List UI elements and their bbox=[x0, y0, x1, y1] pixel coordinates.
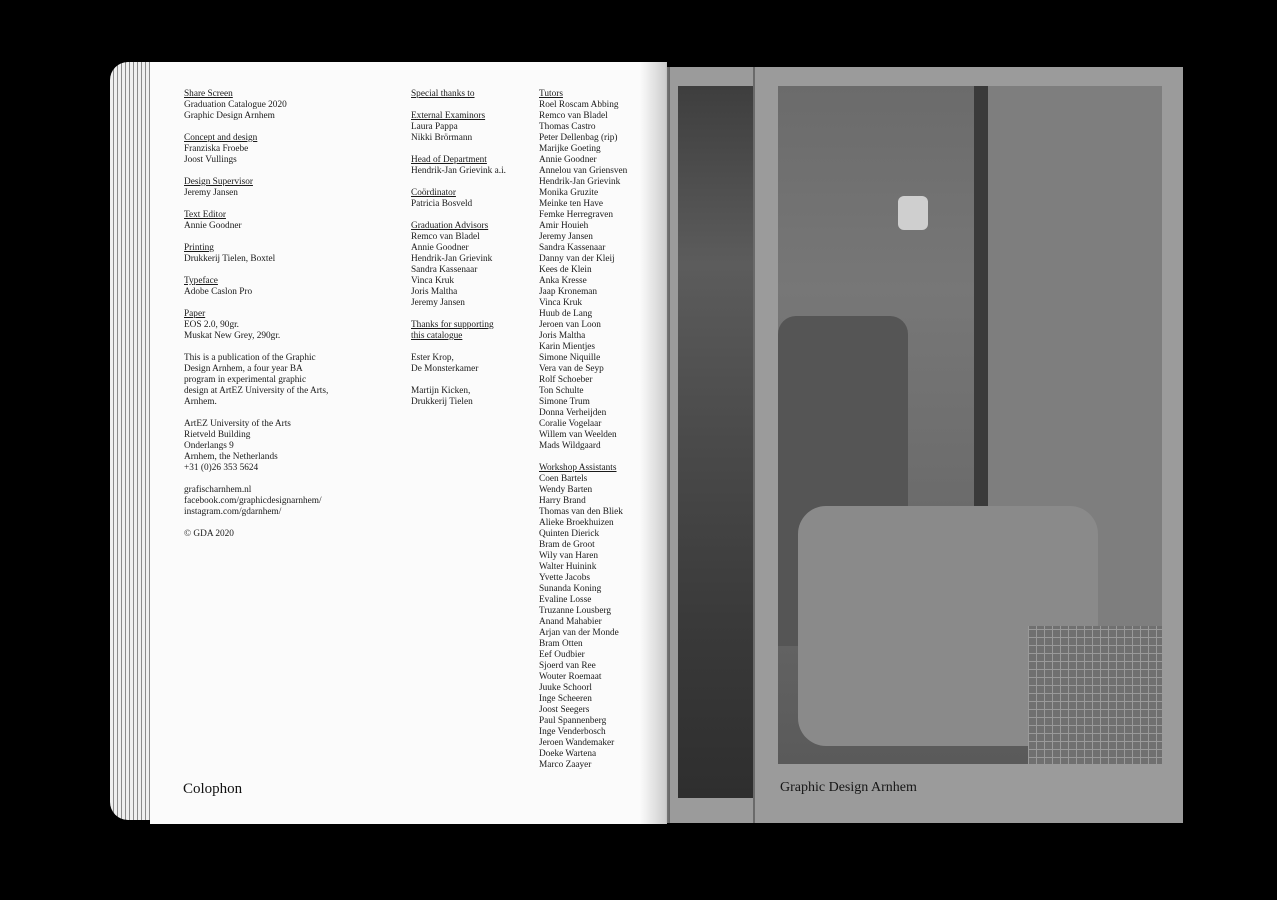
credit-line: Jeremy Jansen bbox=[184, 188, 238, 198]
credit-line: Marijke Goeting bbox=[539, 144, 601, 154]
credit-line: Paul Spannenberg bbox=[539, 716, 607, 726]
credit-line: design at ArtEZ University of the Arts, bbox=[184, 386, 329, 396]
spacer bbox=[539, 452, 627, 463]
spacer bbox=[184, 408, 328, 419]
credit-line: Anand Mahabier bbox=[539, 617, 602, 627]
credit-line: facebook.com/graphicdesignarnhem/ bbox=[184, 496, 322, 506]
credits-column-1 bbox=[184, 89, 328, 540]
credit-line: Patricia Bosveld bbox=[411, 199, 473, 209]
credit-line: Simone Trum bbox=[539, 397, 590, 407]
graphic-design-arnhem-title: Graphic Design Arnhem bbox=[780, 780, 917, 795]
credit-line: Quinten Dierick bbox=[539, 529, 600, 539]
credit-line: Juuke Schoorl bbox=[539, 683, 592, 693]
spacer bbox=[184, 166, 328, 177]
credit-heading: Graduation Advisors bbox=[411, 221, 489, 231]
credit-line: Rolf Schoeber bbox=[539, 375, 593, 385]
credit-line: instagram.com/gdarnhem/ bbox=[184, 507, 282, 517]
credit-line: Hendrik-Jan Grievink bbox=[539, 177, 621, 187]
credit-heading: Coördinator bbox=[411, 188, 456, 198]
spacer bbox=[184, 199, 328, 210]
credit-line: Hendrik-Jan Grievink bbox=[411, 254, 493, 264]
credit-line: Coen Bartels bbox=[539, 474, 588, 484]
credit-line: Eef Oudbier bbox=[539, 650, 585, 660]
credit-line: Mads Wildgaard bbox=[539, 441, 601, 451]
credit-line: grafischarnhem.nl bbox=[184, 485, 252, 495]
credit-line: Anka Kresse bbox=[539, 276, 587, 286]
credit-line: Arnhem, the Netherlands bbox=[184, 452, 278, 462]
credit-line: Joost Vullings bbox=[184, 155, 237, 165]
credit-line: Joris Maltha bbox=[539, 331, 586, 341]
credit-line: Vera van de Seyp bbox=[539, 364, 604, 374]
credit-line: Arjan van der Monde bbox=[539, 628, 619, 638]
credit-line: Sandra Kassenaar bbox=[411, 265, 478, 275]
credit-line: Roel Roscam Abbing bbox=[539, 100, 619, 110]
credit-heading: Typeface bbox=[184, 276, 218, 286]
credit-line: Joost Seegers bbox=[539, 705, 590, 715]
credit-heading: Paper bbox=[184, 309, 206, 319]
credit-heading: Share Screen bbox=[184, 89, 233, 99]
credit-line: Sjoerd van Ree bbox=[539, 661, 596, 671]
credit-line: Graphic Design Arnhem bbox=[184, 111, 275, 121]
credit-line: Annie Goodner bbox=[539, 155, 597, 165]
credit-heading: Thanks for supporting bbox=[411, 320, 494, 330]
credit-heading: Workshop Assistants bbox=[539, 463, 617, 473]
credit-line: Onderlangs 9 bbox=[184, 441, 234, 451]
spacer bbox=[411, 375, 506, 386]
credit-line: © GDA 2020 bbox=[184, 529, 234, 539]
spacer bbox=[184, 342, 328, 353]
credit-line: Danny van der Kleij bbox=[539, 254, 615, 264]
spacer bbox=[411, 309, 506, 320]
credit-line: Jeremy Jansen bbox=[539, 232, 593, 242]
spacer bbox=[184, 232, 328, 243]
spacer bbox=[411, 100, 506, 111]
credit-line: Peter Dellenbag (rip) bbox=[539, 133, 618, 143]
spacer bbox=[184, 474, 328, 485]
credit-line: ArtEZ University of the Arts bbox=[184, 419, 291, 429]
credit-line: Annie Goodner bbox=[184, 221, 242, 231]
credit-line: Design Arnhem, a four year BA bbox=[184, 364, 303, 374]
credit-line: Marco Zaayer bbox=[539, 760, 592, 770]
credit-heading: Head of Department bbox=[411, 155, 487, 165]
spacer bbox=[411, 177, 506, 188]
credit-line: Vinca Kruk bbox=[411, 276, 455, 286]
credit-line: Thomas van den Bliek bbox=[539, 507, 623, 517]
credit-heading: this catalogue bbox=[411, 331, 463, 341]
photo-pole bbox=[974, 86, 988, 566]
credit-line: Joris Maltha bbox=[411, 287, 458, 297]
credit-line: Bram de Groot bbox=[539, 540, 595, 550]
spacer bbox=[411, 342, 506, 353]
credit-line: Martijn Kicken, bbox=[411, 386, 471, 396]
credit-line: Annelou van Griensven bbox=[539, 166, 628, 176]
credit-line: Annie Goodner bbox=[411, 243, 469, 253]
credit-line: Alieke Broekhuizen bbox=[539, 518, 614, 528]
credit-line: Vinca Kruk bbox=[539, 298, 583, 308]
credit-line: +31 (0)26 353 5624 bbox=[184, 463, 259, 473]
credit-line: Adobe Caslon Pro bbox=[184, 287, 253, 297]
credit-heading: Design Supervisor bbox=[184, 177, 253, 187]
credit-line: Meinke ten Have bbox=[539, 199, 604, 209]
credit-line: Remco van Bladel bbox=[539, 111, 608, 121]
credit-line: Jeroen Wandemaker bbox=[539, 738, 615, 748]
credit-line: Jeroen van Loon bbox=[539, 320, 601, 330]
credit-line: Hendrik-Jan Grievink a.i. bbox=[411, 166, 507, 176]
credit-line: Femke Herregraven bbox=[539, 210, 614, 220]
credit-line: Willem van Weelden bbox=[539, 430, 617, 440]
credit-line: Drukkerij Tielen, Boxtel bbox=[184, 254, 276, 264]
credits-column-3 bbox=[539, 89, 627, 771]
spacer bbox=[411, 210, 506, 221]
credit-line: Muskat New Grey, 290gr. bbox=[184, 331, 281, 341]
spacer bbox=[184, 122, 328, 133]
credit-heading: Printing bbox=[184, 243, 214, 253]
credit-line: Nikki Brörmann bbox=[411, 133, 473, 143]
credit-line: Harry Brand bbox=[539, 496, 586, 506]
page-fold bbox=[753, 67, 755, 823]
credit-line: De Monsterkamer bbox=[411, 364, 479, 374]
credit-line: Graduation Catalogue 2020 bbox=[184, 100, 287, 110]
credit-line: EOS 2.0, 90gr. bbox=[184, 320, 240, 330]
credit-line: Wily van Haren bbox=[539, 551, 598, 561]
credit-line: Rietveld Building bbox=[184, 430, 251, 440]
credit-line: Wouter Roemaat bbox=[539, 672, 602, 682]
credit-line: Remco van Bladel bbox=[411, 232, 480, 242]
credit-line: Donna Verheijden bbox=[539, 408, 607, 418]
credit-line: program in experimental graphic bbox=[184, 375, 307, 385]
credit-line: Inge Venderbosch bbox=[539, 727, 606, 737]
credit-line: Inge Scheeren bbox=[539, 694, 592, 704]
credit-line: This is a publication of the Graphic bbox=[184, 353, 316, 363]
credits-column-2 bbox=[411, 89, 506, 408]
credit-line: Sunanda Koning bbox=[539, 584, 602, 594]
photo-interior bbox=[778, 86, 1162, 764]
credit-line: Monika Gruzite bbox=[539, 188, 599, 198]
photo-fragment-left bbox=[678, 86, 753, 798]
credit-line: Simone Niquille bbox=[539, 353, 601, 363]
credit-line: Thomas Castro bbox=[539, 122, 596, 132]
credit-line: Drukkerij Tielen bbox=[411, 397, 473, 407]
credit-line: Amir Houieh bbox=[539, 221, 589, 231]
spacer bbox=[184, 518, 328, 529]
credit-line: Yvette Jacobs bbox=[539, 573, 590, 583]
credit-line: Kees de Klein bbox=[539, 265, 592, 275]
credit-heading: Concept and design bbox=[184, 133, 258, 143]
credit-line: Wendy Barten bbox=[539, 485, 593, 495]
credit-line: Coralie Vogelaar bbox=[539, 419, 602, 429]
credit-heading: Special thanks to bbox=[411, 89, 475, 99]
credit-line: Walter Huinink bbox=[539, 562, 597, 572]
credit-line: Franziska Froebe bbox=[184, 144, 249, 154]
spacer bbox=[411, 144, 506, 155]
photo-cutting-mat bbox=[1028, 626, 1162, 764]
spacer bbox=[184, 298, 328, 309]
credit-line: Evaline Losse bbox=[539, 595, 592, 605]
credit-line: Jaap Kroneman bbox=[539, 287, 598, 297]
spacer bbox=[184, 265, 328, 276]
credit-line: Jeremy Jansen bbox=[411, 298, 465, 308]
credit-line: Ton Schulte bbox=[539, 386, 584, 396]
book-gutter bbox=[640, 62, 670, 824]
credit-heading: External Examinors bbox=[411, 111, 486, 121]
credit-line: Huub de Lang bbox=[539, 309, 593, 319]
colophon-heading: Colophon bbox=[183, 781, 243, 797]
credit-line: Doeke Wartena bbox=[539, 749, 597, 759]
credit-line: Truzanne Lousberg bbox=[539, 606, 612, 616]
credit-line: Laura Pappa bbox=[411, 122, 458, 132]
credit-line: Sandra Kassenaar bbox=[539, 243, 606, 253]
photo-plug bbox=[898, 196, 928, 230]
credit-line: Bram Otten bbox=[539, 639, 583, 649]
credit-line: Ester Krop, bbox=[411, 353, 454, 363]
credit-heading: Tutors bbox=[539, 89, 563, 99]
credit-line: Arnhem. bbox=[184, 397, 217, 407]
credit-line: Karin Mientjes bbox=[539, 342, 596, 352]
credit-heading: Text Editor bbox=[184, 210, 226, 220]
